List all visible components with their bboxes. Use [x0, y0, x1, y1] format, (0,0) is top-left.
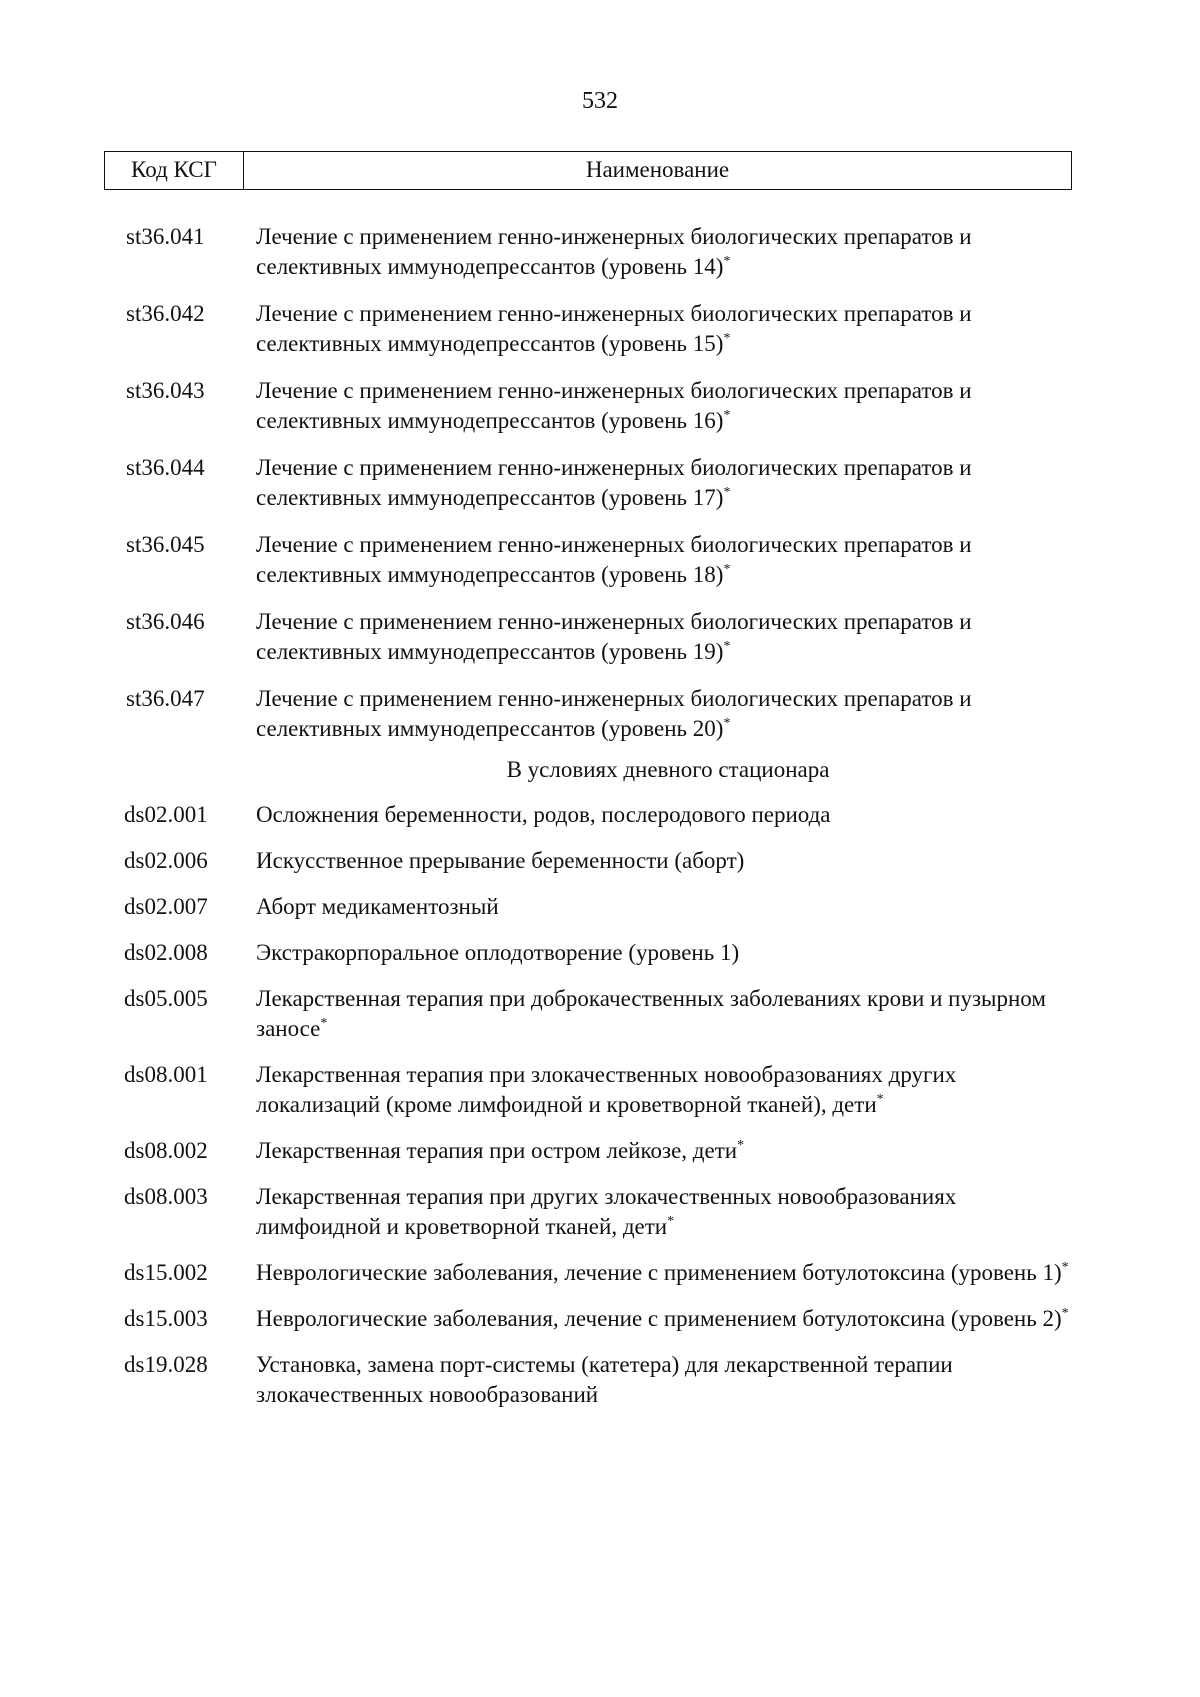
row-code: ds08.002 [124, 1138, 208, 1163]
row-name [256, 892, 1076, 922]
table-row [0, 892, 1200, 922]
table-row [0, 607, 1200, 667]
footnote-mark: * [723, 408, 731, 423]
table-row [0, 376, 1200, 436]
row-name-text: Лечение с применением генно-инженерных биологических препаратов и селективных иммунодепрессантов (уровень 18) [256, 532, 972, 587]
row-code: st36.041 [126, 224, 205, 249]
footnote-mark: * [723, 716, 731, 731]
table-row [0, 684, 1200, 744]
table-row [0, 1060, 1200, 1120]
table-row [0, 453, 1200, 513]
table-header [104, 151, 1072, 190]
row-name [256, 299, 1076, 359]
row-name [256, 1136, 1076, 1166]
row-name [256, 984, 1076, 1044]
row-name-text: Лечение с применением генно-инженерных биологических препаратов и селективных иммунодепрессантов (уровень 19) [256, 609, 972, 664]
row-code: st36.044 [126, 455, 205, 480]
row-name-text: Лекарственная терапия при других злокачественных новообразованиях лимфоидной и кроветворной тканей, дети [256, 1184, 957, 1239]
row-name [256, 938, 1076, 968]
row-code: st36.042 [126, 301, 205, 326]
row-name [256, 222, 1076, 282]
row-name [256, 684, 1076, 744]
table-row [0, 530, 1200, 590]
row-name-text: Лечение с применением генно-инженерных биологических препаратов и селективных иммунодепрессантов (уровень 14) [256, 224, 972, 279]
row-code: ds15.003 [124, 1306, 208, 1331]
row-code: ds02.007 [124, 894, 208, 919]
row-code: ds15.002 [124, 1260, 208, 1285]
row-name [256, 800, 1076, 830]
row-code: st36.045 [126, 532, 205, 557]
table-row [0, 222, 1200, 282]
row-name-text: Лечение с применением генно-инженерных биологических препаратов и селективных иммунодепрессантов (уровень 17) [256, 455, 972, 510]
row-code: ds02.001 [124, 802, 208, 827]
table-body [0, 222, 1200, 1426]
row-code: ds02.006 [124, 848, 208, 873]
row-name-text: Осложнения беременности, родов, послеродового периода [256, 802, 831, 827]
row-name [256, 607, 1076, 667]
footnote-mark: * [723, 639, 731, 654]
footnote-mark: * [1061, 1306, 1069, 1321]
row-name-text: Лекарственная терапия при доброкачественных заболеваниях крови и пузырном заносе [256, 986, 1046, 1041]
table-row [0, 938, 1200, 968]
footnote-mark: * [737, 1138, 745, 1153]
row-name [256, 1350, 1076, 1410]
footnote-mark: * [667, 1214, 675, 1229]
row-name-text: Лечение с применением генно-инженерных биологических препаратов и селективных иммунодепрессантов (уровень 15) [256, 301, 972, 356]
row-name-text: Лекарственная терапия при злокачественных новообразованиях других локализаций (кроме лимфоидной и кроветворной тканей), дети [256, 1062, 957, 1117]
row-name-text: Неврологические заболевания, лечение с применением ботулотоксина (уровень 1) [256, 1260, 1062, 1285]
row-name-text: Лекарственная терапия при остром лейкозе, дети [256, 1138, 738, 1163]
row-name [256, 453, 1076, 513]
row-name [256, 846, 1076, 876]
row-name-text: Неврологические заболевания, лечение с применением ботулотоксина (уровень 2) [256, 1306, 1062, 1331]
table-row [0, 1182, 1200, 1242]
row-name-text: Искусственное прерывание беременности (аборт) [256, 848, 745, 873]
table-row [0, 1258, 1200, 1288]
table-row [0, 1304, 1200, 1334]
footnote-mark: * [876, 1092, 884, 1107]
row-name [256, 1258, 1076, 1288]
row-code: st36.047 [126, 686, 205, 711]
row-code: ds08.003 [124, 1184, 208, 1209]
row-code: ds05.005 [124, 986, 208, 1011]
table-row [0, 800, 1200, 830]
section-title: В условиях дневного стационара [506, 757, 830, 782]
row-name [256, 530, 1076, 590]
footnote-mark: * [723, 485, 731, 500]
table-row [0, 1350, 1200, 1410]
footnote-mark: * [723, 562, 731, 577]
table-row [0, 299, 1200, 359]
page-number: 532 [582, 88, 618, 114]
row-name-text: Установка, замена порт-системы (катетера) для лекарственной терапии злокачественных новообразований [256, 1352, 953, 1407]
header-name-cell: Наименование [585, 157, 730, 182]
row-name-text: Аборт медикаментозный [256, 894, 499, 919]
day-hospital-rows [0, 800, 1200, 1410]
table-row [0, 846, 1200, 876]
row-name [256, 1182, 1076, 1242]
footnote-mark: * [1061, 1260, 1069, 1275]
footnote-mark: * [723, 254, 731, 269]
row-name-text: Лечение с применением генно-инженерных биологических препаратов и селективных иммунодепрессантов (уровень 20) [256, 686, 972, 741]
row-code: ds19.028 [124, 1352, 208, 1377]
footnote-mark: * [320, 1016, 328, 1031]
inpatient-rows [0, 222, 1200, 744]
table-row [0, 984, 1200, 1044]
row-name-text: Экстракорпоральное оплодотворение (уровень 1) [256, 940, 740, 965]
footnote-mark: * [723, 331, 731, 346]
row-name-text: Лечение с применением генно-инженерных биологических препаратов и селективных иммунодепрессантов (уровень 16) [256, 378, 972, 433]
row-code: st36.046 [126, 609, 205, 634]
row-name [256, 1060, 1076, 1120]
row-code: ds08.001 [124, 1062, 208, 1087]
row-code: st36.043 [126, 378, 205, 403]
table-row [0, 1136, 1200, 1166]
row-name [256, 1304, 1076, 1334]
row-code: ds02.008 [124, 940, 208, 965]
row-name [256, 376, 1076, 436]
header-code-cell: Код КСГ [105, 152, 244, 189]
